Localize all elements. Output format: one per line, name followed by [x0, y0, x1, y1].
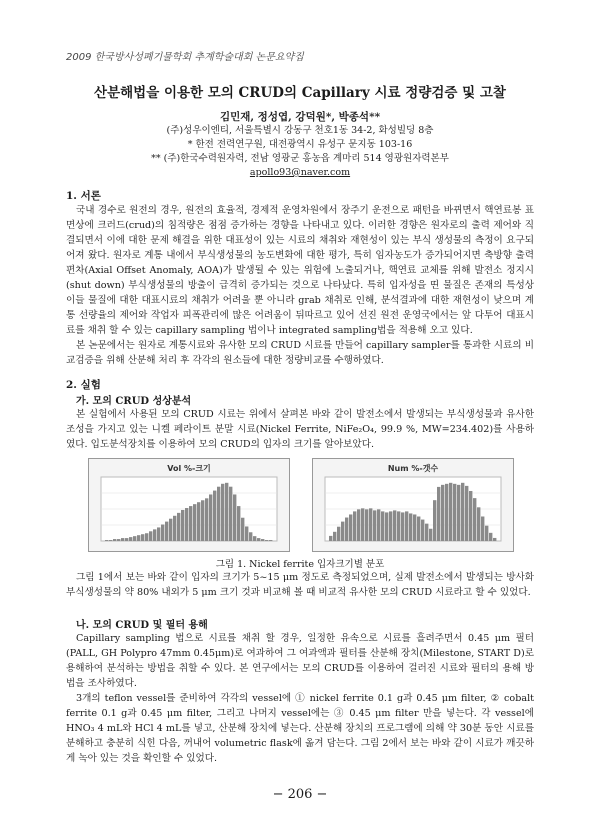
num-bar	[373, 510, 376, 541]
num-bar	[349, 514, 352, 541]
vol-bar	[265, 540, 268, 541]
vol-bar	[153, 529, 156, 541]
num-bar	[341, 522, 344, 541]
affiliation-1: (주)성우이엔티, 서울특별시 강동구 천호1동 34-2, 화성빌딩 8층	[166, 125, 434, 136]
vol-bar	[185, 508, 188, 541]
num-bar	[365, 509, 368, 541]
vol-bar	[245, 526, 248, 541]
vol-bar	[105, 540, 108, 541]
num-bar	[329, 536, 332, 541]
num-bar	[453, 484, 456, 541]
vol-bar	[201, 500, 204, 541]
num-chart-title: Num %-갯수	[387, 464, 439, 473]
num-bar	[489, 533, 492, 541]
num-bar	[457, 485, 460, 541]
num-bar	[473, 498, 476, 541]
num-bar	[337, 527, 340, 541]
vol-bar	[193, 504, 196, 541]
num-bar	[413, 514, 416, 541]
vol-bar	[109, 540, 112, 541]
num-bar	[357, 509, 360, 541]
num-bar	[333, 532, 336, 541]
num-bar	[361, 508, 364, 541]
num-bar	[433, 500, 436, 541]
affiliation-3: ** (주)한국수력원자력, 전남 영광군 홍농읍 계마리 514 영광원자력본부	[151, 153, 449, 164]
vol-bar	[269, 540, 272, 541]
vol-bar	[233, 494, 236, 541]
num-bar	[409, 513, 412, 541]
vol-bar	[253, 536, 256, 541]
num-bar	[481, 517, 484, 541]
vol-chart-title: Vol %-크기	[167, 464, 211, 473]
section-1-heading: 1. 서론	[66, 190, 101, 202]
vol-bar	[249, 532, 252, 541]
figure-1-discussion	[66, 570, 534, 600]
figure-1-vol-chart	[88, 458, 290, 552]
vol-bar	[225, 483, 228, 541]
num-bar	[421, 520, 424, 541]
subsection-a-paragraph	[66, 407, 534, 452]
num-bar	[477, 507, 480, 541]
vol-bar	[157, 527, 160, 541]
subsection-a-text: 본 실험에서 사용된 모의 CRUD 시료는 위에서 살펴본 바와 같이 발전소에서 발생되는 부식생성물과 유사한 조성을 가지고 있는 니켈 페라이트 분말 시료(Nickel Ferrite, NiFe₂O₄, 99.9 %, MW=234.402)를 사용하였다. 입도분석장치를 이용하여 모의 CRUD의 입자의 크기를 알아보았다.	[66, 409, 534, 450]
vol-bar	[177, 513, 180, 541]
vol-bar	[181, 510, 184, 541]
vol-bar	[137, 535, 140, 541]
subsection-b-body	[66, 631, 534, 766]
num-bar	[417, 517, 420, 541]
num-bar	[401, 512, 404, 541]
vol-bar	[113, 539, 116, 541]
vol-bar	[217, 487, 220, 541]
num-bar	[353, 511, 356, 541]
num-bar	[493, 538, 496, 541]
figure-1-caption: 그림 1. Nickel ferrite 입자크기별 분포	[215, 559, 385, 570]
section-1-body	[66, 203, 534, 368]
vol-bar	[261, 539, 264, 541]
vol-bar	[121, 538, 124, 541]
vol-bar	[213, 491, 216, 541]
num-bar	[385, 512, 388, 541]
vol-bar	[257, 538, 260, 541]
num-bar	[425, 524, 428, 541]
running-head: 2009 한국방사성폐기물학회 추계학술대회 논문요약집	[66, 52, 304, 63]
num-bar	[465, 486, 468, 541]
num-bar	[449, 483, 452, 541]
vol-bar	[125, 538, 128, 541]
num-bar	[437, 487, 440, 541]
vol-bar	[117, 539, 120, 541]
subsection-b-paragraph-2: 3개의 teflon vessel를 준비하여 각각의 vessel에 ① nickel ferrite 0.1 g과 0.45 μm filter, ② cobalt ferrite 0.1 g과 0.45 μm filter, 그리고 나머지 vessel에는 ③ 0.45 μm filter 만을 넣는다. 각 vessel에 HNO₃ 4 mL와 HCl 4 mL를 넣고, 산분해 장치에 넣는다. 산분해 장치의 프로그램에 의해 약 30분 동안 시료를 분해하고 충분히 식힌 다음, 꺼내어 volumetric flask에 옮겨 담는다. 그림 2에서 보는 바와 같이 시료가 깨끗하게 녹아 있는 것을 확인할 수 있었다.	[66, 693, 534, 764]
num-chart-svg	[313, 459, 513, 551]
vol-bar	[189, 506, 192, 541]
num-bar	[441, 485, 444, 541]
vol-bar	[205, 498, 208, 541]
authors: 김민재, 정성엽, 강덕원*, 박종석**	[219, 111, 381, 123]
section-1-paragraph-1: 국내 경수로 원전의 경우, 원전의 효율적, 경제적 운영차원에서 장주기 운전으로 패턴을 바뀌면서 핵연료봉 표면상에 크러드(crud)의 침적량은 점점 증가하는 경향을 나타내고 있다. 이러한 경향은 원자로의 출력 제어와 직결되면서 이에 대한 문제 해결을 위한 대표성이 있는 시료의 채취와 재현성이 있는 부식 생성물의 측정이 요구되어져 왔다. 원자로 계통 내에서 부식생성물의 농도변화에 대한 평가, 특히 임자농도가 증가되어지면 축방향 출력편차(Axial Offset Anomaly, AOA)가 발생될 수 있는 위험에 노출되거나, 핵연료 교체를 위해 발전소 정지시(shut down) 부식생성물의 방출이 급격히 증가되는 것으로 나타났다. 특히 입자성을 띤 물질은 존재의 특성상 이들 물질에 대한 대표시료의 채취가 어려울 뿐 아니라 grab 채취로 인해, 분석결과에 대한 재현성이 낮으며 계통 선량율의 제어와 작업자 피폭관리에 많은 어려움이 뒤따르고 있어 선진 원전 운영국에서는 앞 다투어 대표시료를 채취 할 수 있는 capillary sampling 법이나 integrated sampling법을 적용해 오고 있다.	[66, 205, 534, 336]
subsection-b-heading: 나. 모의 CRUD 및 필터 용해	[76, 620, 208, 631]
vol-bar	[173, 516, 176, 541]
num-bar	[469, 491, 472, 541]
num-bar	[397, 511, 400, 541]
vol-bar	[165, 522, 168, 541]
num-bar	[405, 511, 408, 541]
num-bar	[485, 526, 488, 541]
figure-1-discussion-text: 그림 1에서 보는 바와 같이 입자의 크기가 5~15 μm 정도로 측정되었으며, 실제 발전소에서 발생되는 방사화 부식생성물의 약 80% 내외가 5 μm 크기 것과 비교해 볼 때 비교적 유사한 모의 CRUD 시료라고 할 수 있었다.	[66, 572, 534, 598]
num-bar	[369, 508, 372, 541]
vol-bar	[161, 525, 164, 541]
affiliation-2: * 한전 전력연구원, 대전광역시 유성구 문지동 103-16	[187, 139, 413, 150]
subsection-b-paragraph-1: Capillary sampling 법으로 시료를 채취 할 경우, 일정한 유속으로 시료를 흘려주면서 0.45 μm 필터(PALL, GH Polypro 47mm 0.45μm)로 여과하여 그 여과액과 필터를 산분해 장치(Milestone, START D)로 용해하여 분석하는 방법을 취할 수 있다. 본 연구에서는 모의 CRUD를 이용하여 걸러진 시료와 필터의 용해 방법을 조사하였다.	[66, 633, 534, 689]
email-link[interactable]: apollo93@naver.com	[249, 167, 351, 178]
vol-bar	[197, 502, 200, 541]
vol-bar	[129, 537, 132, 541]
num-bar	[393, 510, 396, 541]
vol-bar	[229, 487, 232, 541]
vol-bar	[221, 484, 224, 541]
num-bar	[445, 484, 448, 541]
vol-bar	[241, 518, 244, 541]
vol-bar	[141, 534, 144, 541]
paper-title: 산분해법을 이용한 모의 CRUD의 Capillary 시료 정량검증 및 고찰	[94, 85, 506, 101]
num-bar	[345, 518, 348, 541]
vol-bar	[169, 519, 172, 541]
num-bar	[429, 529, 432, 541]
num-bar	[461, 483, 464, 541]
vol-bar	[209, 494, 212, 541]
vol-bar	[133, 536, 136, 541]
vol-bar	[237, 506, 240, 541]
subsection-a-heading: 가. 모의 CRUD 성상분석	[76, 396, 192, 407]
vol-bar	[145, 533, 148, 541]
vol-chart-svg	[89, 459, 289, 551]
page-number: − 206 −	[272, 787, 328, 802]
section-2-heading: 2. 실험	[66, 379, 101, 391]
num-bar	[377, 509, 380, 541]
num-bar	[389, 511, 392, 541]
section-1-paragraph-2: 본 논문에서는 원자로 계통시료와 유사한 모의 CRUD 시료를 만들어 capillary sampler를 통과한 시료의 비교검증을 위해 산분해 처리 후 각각의 원소들에 대한 정량비교를 수행하였다.	[66, 340, 534, 366]
num-bar	[381, 511, 384, 541]
vol-bar	[149, 531, 152, 541]
figure-1-num-chart	[312, 458, 514, 552]
